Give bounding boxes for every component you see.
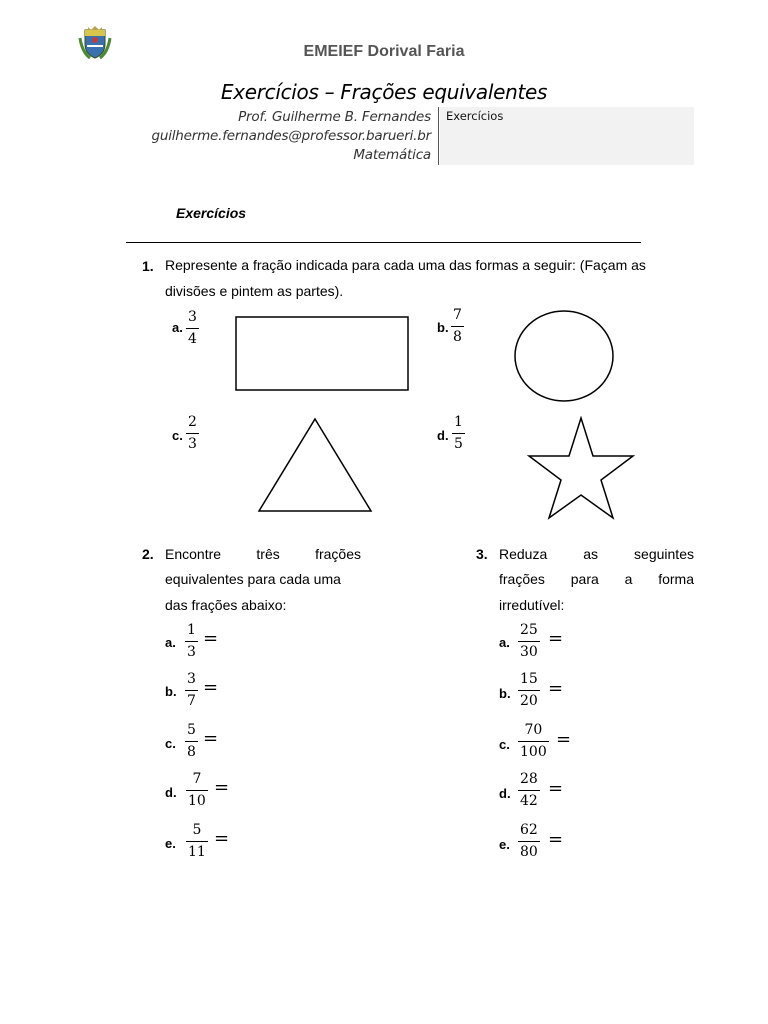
- fraction-numerator: 5: [187, 722, 196, 738]
- fraction-denominator: 10: [188, 793, 206, 809]
- header-divider: [438, 107, 439, 165]
- fraction-bar: [186, 841, 208, 842]
- q3-item-c-fraction: [518, 722, 549, 761]
- subject-name: Matemática: [353, 147, 431, 163]
- q2-number: 2.: [142, 546, 154, 562]
- q2-item-d-label: d.: [165, 785, 177, 800]
- fraction-numerator: 7: [192, 771, 202, 787]
- header-box-label: Exercícios: [446, 109, 504, 123]
- fraction-denominator: 4: [188, 331, 197, 347]
- q1-item-d-label: d.: [437, 428, 449, 443]
- fraction-bar: [452, 433, 465, 434]
- q1-item-b-label: b.: [437, 320, 449, 335]
- school-name: EMEIEF Dorival Faria: [303, 43, 465, 60]
- fraction-numerator: 2: [188, 414, 197, 430]
- fraction-denominator: 100: [520, 744, 547, 760]
- q1-text-line1: Represente a fração indicada para cada uma das formas a seguir: (Façam as: [165, 257, 646, 273]
- fraction-denominator: 3: [187, 644, 196, 660]
- q3-item-d-label: d.: [499, 786, 511, 801]
- q2-item-b-label: b.: [165, 684, 177, 699]
- star-shape: [526, 416, 636, 520]
- fraction-denominator: 3: [188, 436, 197, 452]
- fraction-denominator: 8: [187, 744, 196, 760]
- q3-text-line1: Reduza as seguintes: [499, 546, 694, 562]
- equals-sign: =: [548, 778, 564, 799]
- fraction-numerator: 3: [187, 671, 196, 687]
- fraction-denominator: 42: [520, 793, 538, 809]
- q3-text-line3: irredutível:: [499, 597, 565, 613]
- q1-item-b-fraction: [451, 307, 464, 346]
- fraction-denominator: 5: [454, 436, 463, 452]
- q3-item-e-label: e.: [499, 837, 510, 852]
- q2-text-line2: equivalentes para cada uma: [165, 571, 341, 587]
- q2-item-c-label: c.: [165, 736, 176, 751]
- fraction-denominator: 11: [188, 844, 206, 860]
- equals-sign: =: [556, 729, 572, 750]
- fraction-numerator: 7: [453, 307, 462, 323]
- fraction-bar: [518, 741, 549, 742]
- q2-item-e-fraction: [186, 822, 208, 861]
- fraction-denominator: 8: [453, 329, 462, 345]
- fraction-bar: [186, 328, 199, 329]
- rectangle-shape: [234, 316, 410, 392]
- fraction-numerator: 1: [187, 622, 196, 638]
- fraction-denominator: 20: [520, 693, 538, 709]
- section-title: Exercícios: [176, 205, 247, 221]
- q3-item-e-fraction: [518, 822, 540, 861]
- professor-name: Prof. Guilherme B. Fernandes: [238, 109, 431, 125]
- q1-item-a-label: a.: [172, 320, 183, 335]
- section-divider: [126, 242, 641, 243]
- q3-item-d-fraction: [518, 771, 540, 810]
- q1-item-c-label: c.: [172, 428, 183, 443]
- equals-sign: =: [214, 828, 230, 849]
- fraction-bar: [185, 641, 198, 642]
- q3-item-c-label: c.: [499, 737, 510, 752]
- equals-sign: =: [214, 777, 230, 798]
- q2-text-line3: das frações abaixo:: [165, 597, 287, 613]
- fraction-numerator: 5: [192, 822, 202, 838]
- q1-text-line2: divisões e pintem as partes).: [165, 283, 344, 299]
- fraction-numerator: 1: [454, 414, 463, 430]
- equals-sign: =: [203, 628, 219, 649]
- q1-number: 1.: [142, 258, 154, 274]
- equals-sign: =: [548, 628, 564, 649]
- fraction-bar: [186, 790, 208, 791]
- q3-item-a-label: a.: [499, 635, 510, 650]
- fraction-bar: [518, 790, 540, 791]
- q2-item-d-fraction: [186, 771, 208, 810]
- q2-item-b-fraction: [185, 671, 198, 710]
- q2-text-line1: Encontre três frações: [165, 546, 361, 562]
- fraction-denominator: 80: [520, 844, 538, 860]
- q3-number: 3.: [476, 546, 488, 562]
- q1-item-c-fraction: [186, 414, 199, 453]
- fraction-numerator: 62: [520, 822, 538, 838]
- fraction-numerator: 15: [520, 671, 538, 687]
- fraction-bar: [186, 433, 199, 434]
- q3-item-a-fraction: [518, 622, 540, 661]
- fraction-bar: [518, 841, 540, 842]
- fraction-numerator: 28: [520, 771, 538, 787]
- fraction-bar: [185, 741, 198, 742]
- q2-item-a-fraction: [185, 622, 198, 661]
- page-title: Exercícios – Frações equivalentes: [220, 80, 548, 104]
- fraction-bar: [451, 326, 464, 327]
- fraction-bar: [518, 641, 540, 642]
- q2-item-c-fraction: [185, 722, 198, 761]
- fraction-bar: [518, 690, 540, 691]
- fraction-numerator: 25: [520, 622, 538, 638]
- professor-email: guilherme.fernandes@professor.barueri.br: [151, 128, 431, 144]
- q3-item-b-label: b.: [499, 686, 511, 701]
- q2-item-a-label: a.: [165, 635, 176, 650]
- equals-sign: =: [548, 678, 564, 699]
- fraction-bar: [185, 690, 198, 691]
- fraction-numerator: 3: [188, 309, 197, 325]
- equals-sign: =: [203, 728, 219, 749]
- triangle-shape: [256, 417, 374, 513]
- circle-shape: [512, 308, 616, 404]
- equals-sign: =: [548, 829, 564, 850]
- q2-item-e-label: e.: [165, 836, 176, 851]
- fraction-denominator: 7: [187, 693, 196, 709]
- equals-sign: =: [203, 677, 219, 698]
- fraction-numerator: 70: [524, 722, 543, 738]
- q1-item-a-fraction: [186, 309, 199, 348]
- fraction-denominator: 30: [520, 644, 538, 660]
- q3-text-line2: frações para a forma: [499, 571, 694, 587]
- q3-item-b-fraction: [518, 671, 540, 710]
- q1-item-d-fraction: [452, 414, 465, 453]
